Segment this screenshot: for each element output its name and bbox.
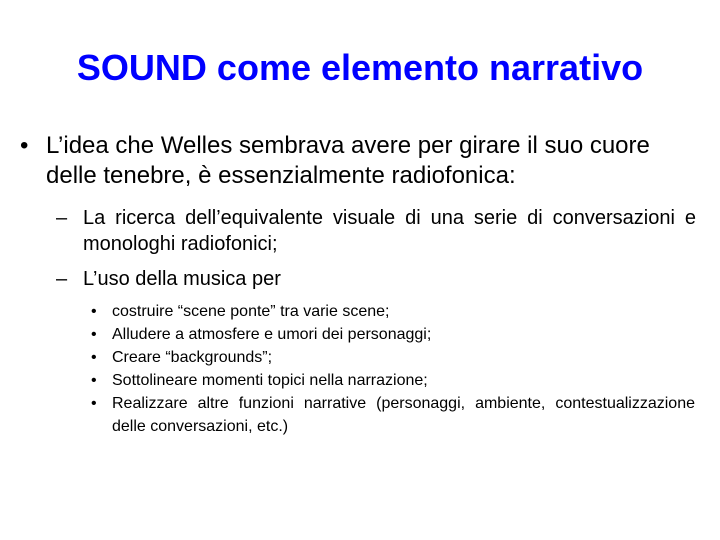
list-item (91, 392, 695, 438)
list-item-text: Sottolineare momenti topici nella narrazione; (112, 372, 428, 389)
sub-bullet-2 (56, 266, 696, 292)
main-bullet-text: L’idea che Welles sembrava avere per girare il suo cuore delle tenebre, è essenzialmente radiofonica: (46, 132, 650, 189)
bullet-marker: • (20, 132, 29, 159)
bullet-marker: • (91, 326, 97, 343)
list-item-text: Alludere a atmosfere e umori dei personaggi; (112, 326, 432, 343)
sub-bullet-2-text: L’uso della musica per (83, 268, 281, 290)
slide-title: SOUND come elemento narrativo (76, 47, 644, 88)
bullet-marker: • (91, 303, 97, 320)
sub-bullet-1-text: La ricerca dell’equivalente visuale di una serie di conversazioni e monologhi radiofonici; (83, 207, 696, 255)
bullet-marker: • (91, 372, 97, 389)
list-item (91, 323, 695, 346)
list-item-text: Creare “backgrounds”; (112, 349, 273, 366)
main-bullet (20, 131, 700, 191)
dash-marker: – (56, 207, 68, 229)
bullet-marker: • (91, 349, 97, 366)
dash-marker: – (56, 268, 68, 290)
sub-sub-bullet-list (91, 300, 695, 438)
list-item (91, 346, 695, 369)
bullet-marker: • (91, 395, 97, 412)
list-item-text: costruire “scene ponte” tra varie scene; (112, 303, 390, 320)
list-item (91, 369, 695, 392)
sub-bullet-1 (56, 205, 696, 257)
list-item (91, 300, 695, 323)
list-item-text: Realizzare altre funzioni narrative (personaggi, ambiente, contestualizzazione delle conversazioni, etc.) (112, 395, 695, 435)
